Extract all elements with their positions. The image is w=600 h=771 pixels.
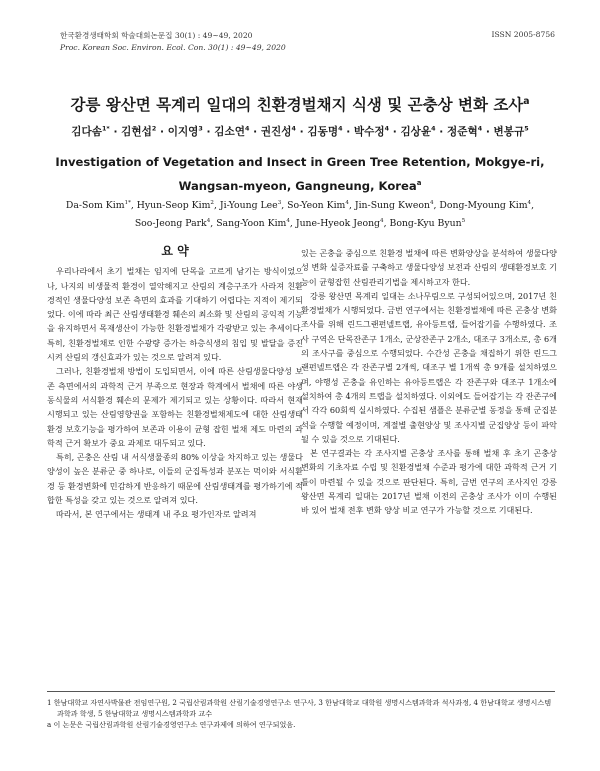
author-affiliation-mark: 3	[198, 125, 203, 133]
abstract-paragraph: 따라서, 본 연구에서는 생태계 내 주요 평가인자로 알려져	[56, 509, 257, 520]
abstract-paragraph: 특히, 곤충은 산림 내 서식생물종의 80% 이상을 차지하고 있는 생물다양성이 높은 분류군 중 하나로, 이들의 군집특성과 분포는 먹이와 서식환경 등 환경변화에 민감하게 반응하기 때문에 산림생태계를 평가하기에 적합한 특성을 갖고 있는 것으로 알려져 있다.	[47, 452, 304, 506]
author-name: June-Hyeok Jeong	[295, 217, 381, 229]
author-list-en: Da-Som Kim$^{1*}$, Hyun-Seop Kim$^2$, Ji-Young Lee$^3$, So-Yeon Kim$^4$, Jin-Sung Kweon$^4$, Dong-Myoung Kim$^4$, Soo-Jeong Park$^4$, Sang-Yoon Kim$^4$, June-Hyeok Jeong$^4$, Bong-Kyu Byun$^5$	[65, 200, 535, 229]
title-ko-footnote-mark: a	[523, 95, 530, 107]
author-name: Bong-Kyu Byun	[389, 217, 462, 229]
author-name: Da-Som Kim	[65, 200, 125, 212]
author-affiliation-mark: 2	[151, 125, 157, 133]
author-name: 김다솜	[71, 126, 102, 138]
author-name: Jin-Sung Kweon	[354, 200, 430, 212]
author-affiliation-mark: 1*	[102, 125, 110, 133]
abstract-paragraph: 우리나라에서 초기 벌채는 임지에 단목을 고르게 남기는 방식이었으나, 나지의 비생물적 환경이 열악해지고 산림의 계층구조가 사라져 친환경적인 생물다양성 보존 측면의 효과를 기대하기 어렵다는 지적이 제기되었다. 이에 따라 최근 산림생태환경 훼손의 최소화 및 산림의 공익적 기능을 유지하면서 목재생산이 가능한 친환경벌채가 각광받고 있는 추세이다. 특히, 친환경벌채로 인한 수광량 증가는 하층식생의 침입 및 발달을 증진시켜 산림의 갱신효과가 있는 것으로 알려져 있다.	[47, 266, 303, 363]
footnote: a 이 논문은 국립산림과학원 산림기술경영연구소 연구과제에 의하여 연구되었음.	[47, 720, 296, 729]
footnote: 1 한남대학교 자연사박물관 전임연구원, 2 국립산림과학원 산림기술경영연구소 연구사, 3 한남대학교 대학원 생명시스템과학과 석사과정, 4 한남대학교 생명시스템과학과 학생, 5 한남대학교 생명시스템과학과 교수	[47, 698, 552, 718]
journal-citation-en: Proc. Korean Soc. Environ. Ecol. Con. 30(1) : 49~49, 2020	[60, 43, 286, 52]
author-affiliation-mark: 4	[338, 125, 343, 133]
author-affiliation-mark: 4	[384, 125, 390, 133]
author-name: 김현섭	[121, 126, 152, 138]
author-name: 김상윤	[400, 126, 432, 138]
author-name: 변봉규	[493, 126, 525, 138]
paper-title-ko	[0, 93, 600, 115]
author-affiliation-mark: 4	[429, 200, 434, 206]
author-name: 김동명	[307, 126, 339, 138]
author-affiliation-mark: 4	[345, 200, 349, 206]
author-affiliation-mark: 4	[527, 200, 532, 206]
abstract-paragraph: 그러나, 친환경벌채 방법이 도입되면서, 이에 따른 산림생물다양성 보존 측면에서의 과학적 근거 부족으로 현장과 학계에서 벌채에 따른 야생 동식물의 서식환경 훼손의 문제가 제기되고 있는 상황이다. 따라서 현재 시행되고 있는 산림영향권을 포함하는 친환경벌채제도에 대한 산림생태환경 보호기능을 평가하여 보존과 이용이 균형 잡힌 벌채 제도 마련의 과학적 근거 확보가 중요 과제로 대두되고 있다.	[47, 366, 303, 448]
author-affiliation-mark: 4	[431, 125, 436, 133]
journal-header	[60, 30, 286, 54]
abstract-right-column	[301, 246, 557, 518]
author-name: So-Yeon Kim	[287, 200, 346, 212]
abstract-paragraph: 있는 곤충을 중심으로 친환경 벌채에 따른 변화양상을 분석하여 생물다양성 변화 실증자료를 구축하고 생물다양성 보전과 산림의 생태환경보호 기능이 균형잡힌 산림관리기법을 제시하고자 한다.	[301, 248, 557, 287]
author-affiliation-mark: 5	[524, 125, 529, 133]
author-name: 정준혁	[447, 126, 478, 138]
author-name: Ji-Young Lee	[219, 200, 278, 212]
author-list-ko: 김다솜$^{1*}$ · 김현섭$^2$ · 이지영$^3$ · 김소연$^4$ · 권진성$^4$ · 김동명$^4$ · 박수정$^4$ · 김상윤$^4$ · 정준혁$^4$ · 변봉규$^5$	[71, 125, 529, 138]
author-affiliation-mark: 4	[286, 217, 290, 224]
abstract-paragraph: 본 연구결과는 각 조사지별 곤충상 조사를 통해 벌채 후 초기 곤충상 변화의 기초자료 수립 및 친환경벌채 수준과 평가에 대한 과학적 근거 기틀이 마련될 수 있을 것으로 판단된다. 특히, 금번 연구의 조사지인 강릉 왕산면 목계리 일대는 2017년 벌채 이전의 곤충상 조사가 이미 수행된 바 있어 벌채 전후 변화 양상 비교 연구가 가능할 것으로 기대된다.	[301, 448, 557, 516]
paper-title-ko-text: 강릉 왕산면 목계리 일대의 친환경벌채지 식생 및 곤충상 변화 조사	[70, 96, 524, 114]
author-name: 김소연	[214, 126, 245, 138]
author-affiliation-mark: 4	[206, 217, 211, 224]
author-name: 이지영	[167, 126, 199, 138]
author-affiliation-mark: 4	[291, 125, 296, 133]
author-affiliation-mark: 4	[244, 125, 250, 133]
author-name: Dong-Myoung Kim	[439, 200, 528, 212]
author-affiliation-mark: 2	[210, 200, 214, 206]
footnotes	[47, 691, 555, 730]
author-affiliation-mark: 4	[380, 217, 384, 224]
author-name: 박수정	[353, 126, 385, 138]
journal-citation-ko: 한국환경생태학회 학술대회논문집 30(1) : 49~49, 2020	[60, 31, 253, 40]
author-name: Hyun-Seop Kim	[136, 200, 211, 212]
author-affiliation-mark: 5	[461, 217, 466, 224]
paper-title-en	[45, 152, 555, 197]
paper-title-en-text: Investigation of Vegetation and Insect in Green Tree Retention, Mokgye-ri, Wangsan-myeon, Gangneung, Korea	[55, 155, 545, 193]
author-name: Soo-Jeong Park	[134, 217, 207, 229]
author-affiliation-mark: 4	[477, 125, 483, 133]
abstract-left-column	[47, 244, 303, 522]
title-en-footnote-mark: a	[416, 179, 422, 187]
author-affiliation-mark: 1*	[124, 200, 131, 206]
author-name: Sang-Yoon Kim	[216, 217, 287, 229]
author-affiliation-mark: 3	[277, 200, 282, 206]
abstract-paragraph: 강릉 왕산면 목계리 일대는 소나무림으로 구성되어있으며, 2017년 친환경벌채가 시행되었다. 금번 연구에서는 친환경벌채에 따른 곤충상 변화조사를 위해 린드그랜펀넬트랩, 유아등트랩, 들어잡기를 수행하였다. 조사 구역은 단목잔존구 1개소, 군상잔존구 2개소, 대조구 3개소로, 총 6개의 조사구를 중심으로 수행되었다. 수간성 곤충을 채집하기 위한 린드그랜펀넬트랩은 각 잔존구별 2개씩, 대조구 별 1개씩 총 9개를 설치하였으며, 야행성 곤충을 유인하는 유아등트랩은 각 잔존구와 대조구 1개소에 설치하여 총 4개의 트랩을 설치하였다. 이외에도 들어잡기는 각 잔존구에서 각각 60회씩 실시하였다. 수집된 샘플은 분류군별 동정을 통해 군집분석을 수행할 예정이며, 계절별 출현양상 및 조사지별 군집양상 등이 파악될 수 있을 것으로 기대된다.	[301, 290, 557, 444]
abstract-heading: 요 약	[161, 244, 189, 258]
issn: ISSN 2005-8756	[491, 30, 555, 39]
author-name: 권진성	[260, 126, 292, 138]
